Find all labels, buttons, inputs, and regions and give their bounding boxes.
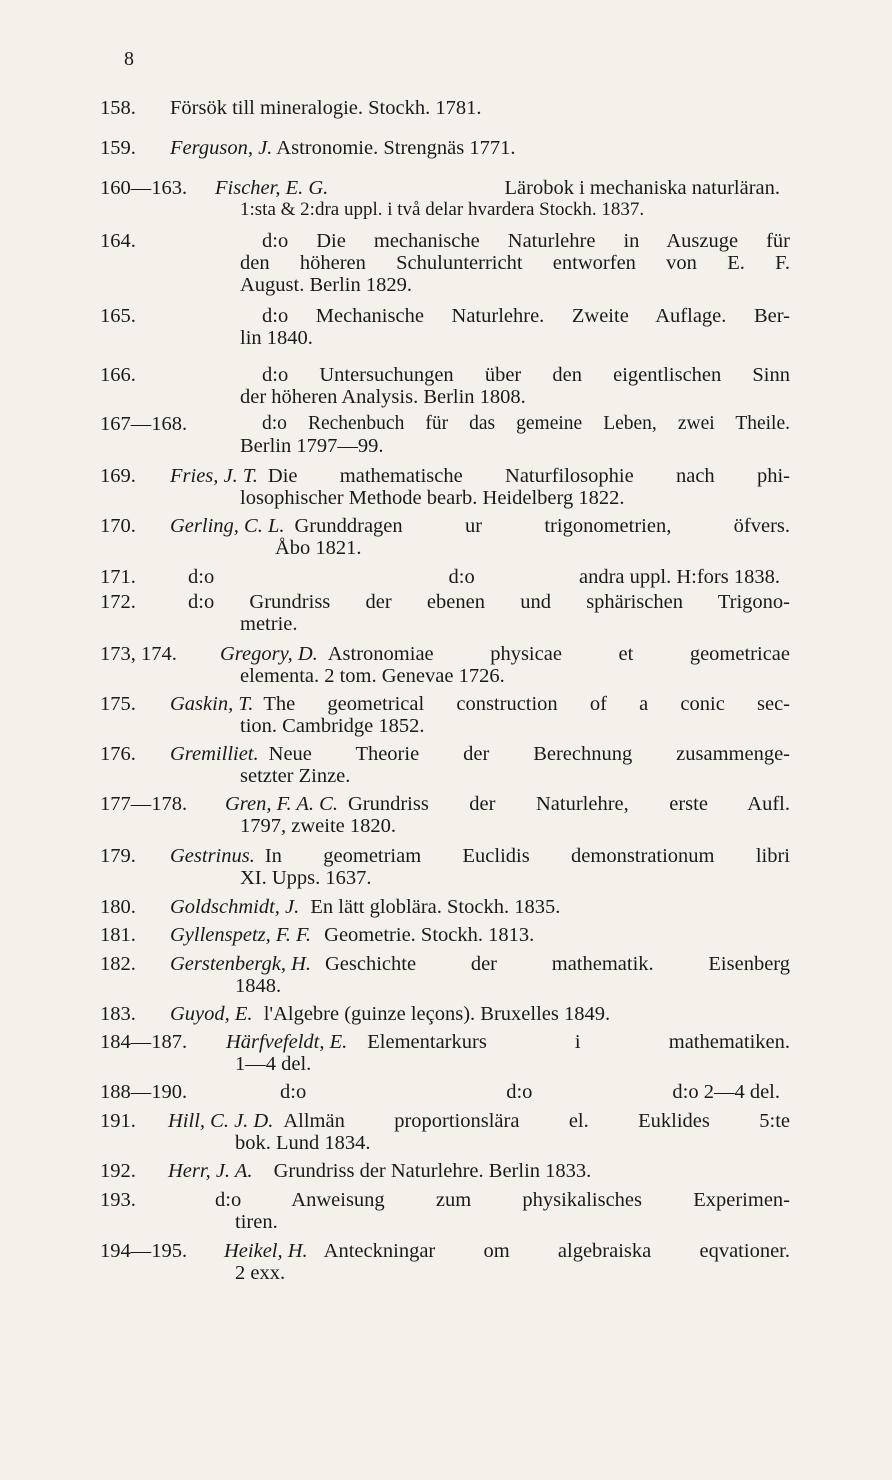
entry-text: Lärobok i mechaniska naturläran.: [504, 177, 780, 199]
entry-author: Gren, F. A. C.: [225, 793, 338, 815]
entry-author: Fries, J. T.: [170, 465, 258, 487]
entry-text: Astronomiae physicae et geometricae: [327, 643, 790, 665]
entry-text: The geometrical construction of a conic sec-: [263, 693, 790, 715]
entry-text: Geometrie. Stockh. 1813.: [324, 924, 535, 946]
entry-text: 1—4 del.: [235, 1053, 312, 1075]
entry-text: l'Algebre (guinze leçons). Bruxelles 1849.: [263, 1003, 611, 1025]
entry-text: der höheren Analysis. Berlin 1808.: [240, 386, 526, 408]
entry-number: 165.: [100, 305, 136, 327]
catalog-entry: [100, 845, 790, 889]
entry-text: Grundriss der Naturlehre, erste Aufl.: [347, 793, 790, 815]
entry-text: Anteckningar om algebraiska eqvationer.: [323, 1240, 790, 1262]
entry-text: Die mathematische Naturfilosophie nach phi-: [267, 465, 790, 487]
catalog-entry: [100, 177, 790, 221]
catalog-entry: [100, 1031, 790, 1075]
ditto-mark: d:o: [506, 1081, 533, 1103]
entry-text: andra uppl. H:fors 1838.: [579, 566, 780, 588]
catalog-entry: [100, 230, 790, 296]
catalog-entry: [100, 1081, 790, 1103]
catalog-entry: [100, 413, 790, 457]
entry-text: En lätt globlära. Stockh. 1835.: [310, 896, 561, 918]
entry-text: XI. Upps. 1637.: [240, 867, 372, 889]
entry-number: 184—187.: [100, 1031, 188, 1053]
entry-text: August. Berlin 1829.: [240, 274, 412, 296]
entry-text: d:o Grundriss der ebenen und sphärischen Trigono-: [188, 591, 790, 613]
catalog-entry: [100, 566, 790, 588]
ditto-mark: d:o: [188, 566, 215, 588]
catalog-entry: [100, 591, 790, 635]
catalog-entry: [100, 97, 790, 119]
entry-text: d:o Untersuchungen über den eigentlischen Sinn: [262, 364, 790, 386]
catalog-entry: [100, 1110, 790, 1154]
catalog-entry: [100, 305, 790, 349]
entry-text: d:o Die mechanische Naturlehre in Auszuge für: [262, 230, 790, 252]
entry-text: Försök till mineralogie. Stockh. 1781.: [170, 97, 482, 119]
entry-text: setzter Zinze.: [240, 765, 351, 787]
entry-number: 166.: [100, 364, 136, 386]
entry-text: d:o Anweisung zum physikalisches Experimen-: [215, 1189, 790, 1211]
entry-number: 159.: [100, 137, 136, 159]
entry-number: 192.: [100, 1160, 136, 1182]
entry-text: elementa. 2 tom. Genevae 1726.: [240, 665, 505, 687]
entry-text: den höheren Schulunterricht entworfen von E. F.: [240, 252, 790, 274]
entry-number: 167—168.: [100, 413, 188, 435]
ditto-mark: d:o: [448, 566, 475, 588]
catalog-entry: [100, 793, 790, 837]
catalog-entry: [100, 137, 790, 159]
entry-text: 1797, zweite 1820.: [240, 815, 396, 837]
catalog-entry: [100, 1160, 790, 1182]
entry-number: 175.: [100, 693, 136, 715]
entry-number: 164.: [100, 230, 136, 252]
entry-number: 176.: [100, 743, 136, 765]
entry-text: bok. Lund 1834.: [235, 1132, 371, 1154]
entry-number: 173, 174.: [100, 643, 177, 665]
catalog-entry: [100, 465, 790, 509]
entry-text: Astronomie. Strengnäs 1771.: [276, 137, 516, 159]
entry-text: d:o Rechenbuch für das gemeine Leben, zwei Theile.: [262, 413, 790, 434]
entry-text: Elementarkurs i mathematiken.: [367, 1031, 790, 1053]
entry-text: 1:sta & 2:dra uppl. i två delar hvardera Stockh. 1837.: [240, 199, 645, 220]
entry-number: 177—178.: [100, 793, 188, 815]
catalog-entry: [100, 693, 790, 737]
entry-author: Gregory, D.: [220, 643, 318, 665]
entry-author: Fischer, E. G.: [215, 177, 329, 199]
catalog-entry: [100, 924, 790, 946]
entry-author: Gerling, C. L.: [170, 515, 285, 537]
catalog-entry: [100, 364, 790, 408]
entry-author: Gremilliet.: [170, 743, 259, 765]
entry-number: 160—163.: [100, 177, 188, 199]
entry-number: 171.: [100, 566, 136, 588]
catalog-entry: [100, 1240, 790, 1284]
entry-text: lin 1840.: [240, 327, 313, 349]
entry-author: Goldschmidt, J.: [170, 896, 300, 918]
entry-text: 1848.: [235, 975, 282, 997]
entry-text: Berlin 1797—99.: [240, 435, 384, 457]
entry-text: tion. Cambridge 1852.: [240, 715, 425, 737]
catalog-entry: [100, 515, 790, 559]
entry-number: 181.: [100, 924, 136, 946]
entry-text: Geschichte der mathematik. Eisenberg: [325, 953, 790, 975]
entry-text: metrie.: [240, 613, 298, 635]
entry-text: Grundriss der Naturlehre. Berlin 1833.: [273, 1160, 592, 1182]
entry-author: Herr, J. A.: [168, 1160, 253, 1182]
entry-number: 191.: [100, 1110, 136, 1132]
entry-text: d:o Mechanische Naturlehre. Zweite Auflage. Ber-: [262, 305, 790, 327]
entry-number: 182.: [100, 953, 136, 975]
entry-text: tiren.: [235, 1211, 278, 1233]
entry-text: Allmän proportionslära el. Euklides 5:te: [283, 1110, 790, 1132]
entry-author: Ferguson, J.: [170, 137, 273, 159]
entry-author: Heikel, H.: [224, 1240, 308, 1262]
entry-author: Härfvefeldt, E.: [226, 1031, 348, 1053]
catalog-entry: [100, 643, 790, 687]
entry-text: losophischer Methode bearb. Heidelberg 1822.: [240, 487, 625, 509]
entry-author: Gaskin, T.: [170, 693, 254, 715]
page-number: 8: [124, 48, 134, 70]
entry-author: Hill, C. J. D.: [168, 1110, 274, 1132]
entry-number: 169.: [100, 465, 136, 487]
entry-number: 170.: [100, 515, 136, 537]
entry-author: Guyod, E.: [170, 1003, 253, 1025]
entry-number: 172.: [100, 591, 136, 613]
entry-author: Gestrinus.: [170, 845, 255, 867]
entry-text: 2 exx.: [235, 1262, 286, 1284]
entry-text: In geometriam Euclidis demonstrationum libri: [264, 845, 790, 867]
entry-text: d:o 2—4 del.: [672, 1081, 780, 1103]
catalog-entry: [100, 1003, 790, 1025]
entry-number: 188—190.: [100, 1081, 188, 1103]
entry-author: Gerstenbergk, H.: [170, 953, 311, 975]
ditto-mark: d:o: [280, 1081, 307, 1103]
entry-number: 179.: [100, 845, 136, 867]
entry-number: 183.: [100, 1003, 136, 1025]
catalog-entry: [100, 896, 790, 918]
entry-number: 193.: [100, 1189, 136, 1211]
entry-text: Åbo 1821.: [275, 537, 362, 559]
catalog-entry: [100, 1189, 790, 1233]
entry-text: Neue Theorie der Berechnung zusammenge-: [268, 743, 790, 765]
entry-author: Gyllenspetz, F. F.: [170, 924, 312, 946]
entry-text: Grunddragen ur trigonometrien, öfvers.: [294, 515, 790, 537]
catalog-entry: [100, 953, 790, 997]
entry-number: 194—195.: [100, 1240, 188, 1262]
entry-number: 158.: [100, 97, 136, 119]
entry-number: 180.: [100, 896, 136, 918]
catalog-entry: [100, 743, 790, 787]
